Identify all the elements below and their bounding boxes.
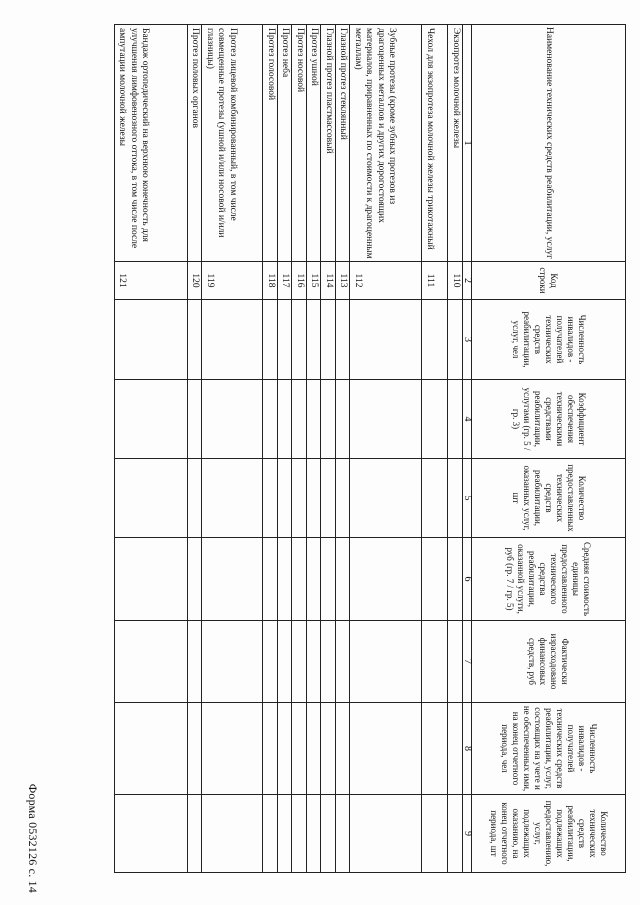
empty-cell [263, 538, 278, 621]
empty-cell [278, 300, 293, 380]
empty-cell [307, 621, 322, 703]
empty-cell [263, 703, 278, 795]
empty-cell [278, 380, 293, 459]
header-col-5: Количество предоставленных технических средств реабилитации, оказанных услуг, шт [472, 459, 626, 538]
empty-cell [115, 300, 188, 380]
row-code: 117 [278, 262, 293, 300]
empty-cell [115, 459, 188, 538]
empty-cell [292, 621, 307, 703]
row-code: 116 [292, 262, 307, 300]
column-number: 3 [463, 300, 472, 380]
row-name: Бандаж ортопедический на верхнюю конечность для улучшения лимфовенозного оттока, в том числе после ампутации молочной железы [115, 25, 188, 262]
empty-cell [448, 300, 463, 380]
empty-cell [307, 380, 322, 459]
row-name: Протез носовой [292, 25, 307, 262]
header-row [472, 25, 626, 873]
empty-cell [422, 300, 448, 380]
column-number: 5 [463, 459, 472, 538]
column-number: 6 [463, 538, 472, 621]
empty-cell [307, 459, 322, 538]
row-name: Протез неба [278, 25, 293, 262]
empty-cell [188, 538, 203, 621]
empty-cell [263, 795, 278, 873]
row-code: 113 [336, 262, 351, 300]
empty-cell [278, 703, 293, 795]
empty-cell [422, 621, 448, 703]
empty-cell [188, 300, 203, 380]
column-number: 8 [463, 703, 472, 795]
empty-cell [292, 703, 307, 795]
empty-cell [321, 538, 336, 621]
header-col-4: Коэффициент обеспечения техническими средствами реабилитации, услугами (гр. 5 / гр. 3) [472, 380, 626, 459]
empty-cell [350, 621, 422, 703]
row-name: Протез ушной [307, 25, 322, 262]
row-code: 115 [307, 262, 322, 300]
empty-cell [336, 621, 351, 703]
row-name: Глазной протез стеклянный [336, 25, 351, 262]
row-code: 110 [448, 262, 463, 300]
empty-cell [321, 300, 336, 380]
empty-cell [115, 703, 188, 795]
empty-cell [278, 459, 293, 538]
empty-cell [292, 538, 307, 621]
empty-cell [188, 703, 203, 795]
empty-cell [336, 538, 351, 621]
header-col-6: Средняя стоимость единицы предоставленного технического средства реабилитации, оказанной услуги, руб (гр. 7 / гр. 5) [472, 538, 626, 621]
empty-cell [292, 380, 307, 459]
empty-cell [202, 538, 263, 621]
empty-cell [278, 538, 293, 621]
empty-cell [350, 538, 422, 621]
empty-cell [448, 538, 463, 621]
row-code: 112 [350, 262, 422, 300]
empty-cell [350, 300, 422, 380]
column-number: 1 [463, 25, 472, 262]
table-row [115, 25, 188, 873]
empty-cell [448, 459, 463, 538]
empty-cell [307, 538, 322, 621]
table-row [263, 25, 278, 873]
empty-cell [202, 703, 263, 795]
header-col-9: Количество технических средств реабилитации, подлежащих предоставлению, услуг, подлежащих оказанию, на конец отчетного периода, шт [472, 795, 626, 873]
empty-cell [307, 703, 322, 795]
empty-cell [321, 621, 336, 703]
table-row [336, 25, 351, 873]
empty-cell [422, 380, 448, 459]
empty-cell [336, 795, 351, 873]
empty-cell [115, 538, 188, 621]
empty-cell [292, 795, 307, 873]
empty-cell [115, 795, 188, 873]
column-number: 4 [463, 380, 472, 459]
row-name: Глазной протез пластмассовый [321, 25, 336, 262]
empty-cell [321, 703, 336, 795]
empty-cell [422, 703, 448, 795]
column-number-row [463, 25, 472, 873]
empty-cell [263, 300, 278, 380]
empty-cell [202, 300, 263, 380]
row-code: 120 [188, 262, 203, 300]
row-name: Протез лицевой комбинированный, в том числе совмещенные протезы (ушной и/или носовой и/или глазницы) [202, 25, 263, 262]
table-row [321, 25, 336, 873]
empty-cell [350, 380, 422, 459]
empty-cell [263, 380, 278, 459]
empty-cell [350, 795, 422, 873]
column-number: 2 [463, 262, 472, 300]
empty-cell [278, 795, 293, 873]
header-col-3: Численность инвалидов - получателей технических средств реабилитации, услуг, чел [472, 300, 626, 380]
row-name: Экзопротез молочной железы [448, 25, 463, 262]
empty-cell [422, 538, 448, 621]
table-row [448, 25, 463, 873]
empty-cell [448, 703, 463, 795]
empty-cell [202, 380, 263, 459]
empty-cell [188, 459, 203, 538]
empty-cell [263, 621, 278, 703]
empty-cell [202, 795, 263, 873]
empty-cell [115, 380, 188, 459]
header-col-1: Наименование технических средств реабилитации, услуг [472, 25, 626, 262]
table-row [292, 25, 307, 873]
table-row [422, 25, 448, 873]
row-code: 114 [321, 262, 336, 300]
table-row [188, 25, 203, 873]
row-code: 119 [202, 262, 263, 300]
empty-cell [336, 300, 351, 380]
row-code: 118 [263, 262, 278, 300]
empty-cell [422, 459, 448, 538]
empty-cell [321, 380, 336, 459]
row-name: Протез голосовой [263, 25, 278, 262]
empty-cell [188, 795, 203, 873]
table-row [202, 25, 263, 873]
row-name: Протез половых органов [188, 25, 203, 262]
empty-cell [202, 621, 263, 703]
empty-cell [422, 795, 448, 873]
row-name: Зубные протезы (кроме зубных протезов из драгоценных металлов и других дорогостоящих материалов, приравненных по стоимости к драгоценным металлам) [350, 25, 422, 262]
empty-cell [448, 795, 463, 873]
empty-cell [350, 459, 422, 538]
empty-cell [307, 795, 322, 873]
column-number: 7 [463, 621, 472, 703]
header-col-7: Фактически израсходовано финансовых средств, руб [472, 621, 626, 703]
empty-cell [115, 621, 188, 703]
form-code: Форма 0532126 с. 14 [26, 783, 40, 893]
empty-cell [321, 795, 336, 873]
empty-cell [350, 703, 422, 795]
empty-cell [202, 459, 263, 538]
header-col-8: Численность инвалидов - получателей технических средств реабилитации, услуг, состоящих на учете и не обеспеченных ими, на конец отчетного периода, чел [472, 703, 626, 795]
empty-cell [336, 703, 351, 795]
table-row [350, 25, 422, 873]
table-row [278, 25, 293, 873]
empty-cell [263, 459, 278, 538]
column-number: 9 [463, 795, 472, 873]
empty-cell [336, 380, 351, 459]
empty-cell [321, 459, 336, 538]
table-row [307, 25, 322, 873]
empty-cell [448, 380, 463, 459]
empty-cell [292, 459, 307, 538]
empty-cell [278, 621, 293, 703]
empty-cell [307, 300, 322, 380]
row-code: 121 [115, 262, 188, 300]
row-name: Чехол для экзопротеза молочной железы трикотажный [422, 25, 448, 262]
row-code: 111 [422, 262, 448, 300]
empty-cell [336, 459, 351, 538]
empty-cell [292, 300, 307, 380]
report-table [114, 24, 626, 873]
empty-cell [448, 621, 463, 703]
empty-cell [188, 380, 203, 459]
header-col-2: Код строки [472, 262, 626, 300]
empty-cell [188, 621, 203, 703]
